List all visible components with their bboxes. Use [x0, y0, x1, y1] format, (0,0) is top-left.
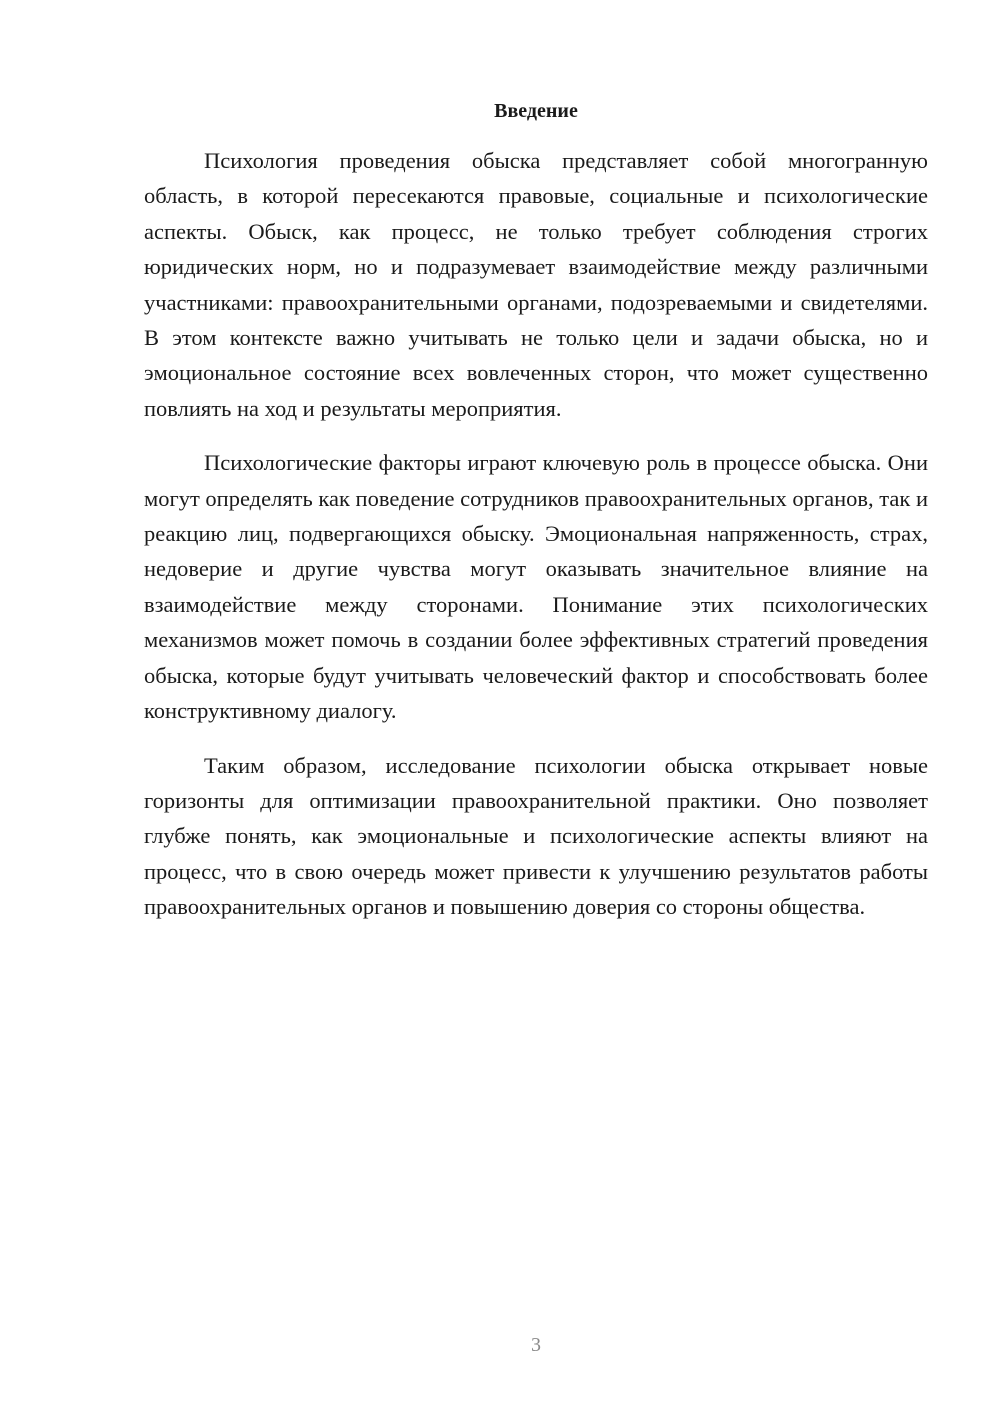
- page-number: 3: [531, 1334, 541, 1356]
- paragraph-2: Психологические факторы играют ключевую роль в процессе обыска. Они могут определять как поведение сотрудников правоохранительных органов, так и реакцию лиц, подвергающихся обыску. Эмоциональная напряженность, страх, недоверие и другие чувства могут оказывать значительное влияние на взаимодействие между сторонами. Понимание этих психологических механизмов может помочь в создании более эффективных стратегий проведения обыска, которые будут учитывать человеческий фактор и способствовать более конструктивному диалогу.: [144, 450, 928, 724]
- section-heading: Введение: [494, 100, 578, 122]
- page-content: [144, 97, 928, 944]
- paragraph-3: Таким образом, исследование психологии обыска открывает новые горизонты для оптимизации правоохранительной практики. Оно позволяет глубже понять, как эмоциональные и психологические аспекты влияют на процесс, что в свою очередь может привести к улучшению результатов работы правоохранительных органов и повышению доверия со стороны общества.: [144, 752, 928, 920]
- paragraph-1: Психология проведения обыска представляет собой многогранную область, в которой пересекаются правовые, социальные и психологические аспекты. Обыск, как процесс, не только требует соблюдения строгих юридических норм, но и подразумевает взаимодействие между различными участниками: правоохранительными органами, подозреваемыми и свидетелями. В этом контексте важно учитывать не только цели и задачи обыска, но и эмоциональное состояние всех вовлеченных сторон, что может существенно повлиять на ход и результаты мероприятия.: [144, 148, 928, 421]
